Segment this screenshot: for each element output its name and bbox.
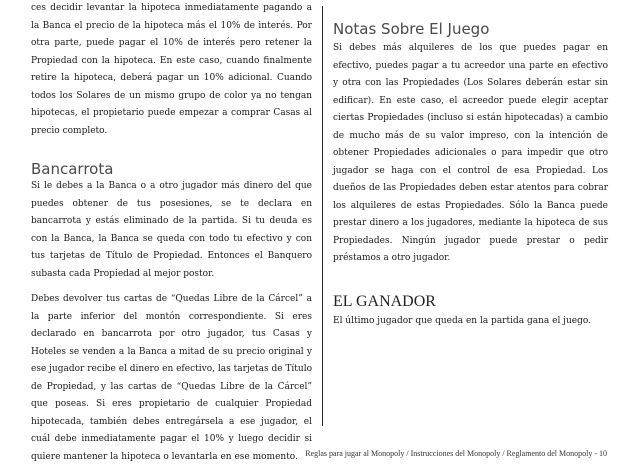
page-footer: Reglas para jugar al Monopoly / Instrucciones del Monopoly / Reglamento del Monopoly - 10 [305,449,607,458]
bancarrota-paragraph-1: Si le debes a la Banca o a otro jugador más dinero del que puedes obtener de tus posesiones, se te declara en bancarrota y estás eliminado de la partida. Si tu deuda es con la Banca, la Banca se queda con todo tu efectivo y con tus tarjetas de Título de Propiedad. Entonces el Banquero subasta cada Propiedad al mejor postor. [31,181,312,279]
notas-heading: Notas Sobre El Juego [333,20,490,38]
bancarrota-heading: Bancarrota [31,160,114,178]
bancarrota-paragraph-2: Debes devolver tus cartas de “Quedas Libre de la Cárcel” a la parte inferior del montón correspondiente. Si eres declarado en bancarrota por otro jugador, tus Casas y Hoteles se venden a la Banca a mitad de su precio original y ese jugador recibe el dinero en efectivo, las tarjetas de Título de Propiedad, y las cartas de “Quedas Libre de la Cárcel” que poseas. Si eres propietario de cualquier Propiedad hipotecada, también debes entregársela a ese jugador, el cuál debe inmediatamente pagar el 10% y luego decidir si quiere mantener la hipoteca o levantarla en ese momento. [31,294,312,462]
column-divider [322,6,323,426]
ganador-heading: EL GANADOR [333,292,436,310]
paragraph-gap [31,283,312,291]
intro-paragraph: ces decidir levantar la hipoteca inmediatamente pagando a la Banca el precio de la hipoteca más el 10% de interés. Por otra parte, puede pagar el 10% de interés pero retener la Propiedad con la hipoteca. En este caso, cuando finalmente retire la hipoteca, deberá pagar un 10% adicional. Cuando todos los Solares de un mismo grupo de color ya no tengan hipotecas, el propietario puede empezar a comprar Casas al precio completo. [31,3,312,136]
right-column [333,0,608,330]
ganador-paragraph: El último jugador que queda en la partida gana el juego. [333,315,591,326]
notas-paragraph: Si debes más alquileres de los que puedes pagar en efectivo, puedes pagar a tu acreedor una parte en efectivo y otra con las Propiedades (Los Solares deberán estar sin edificar). En este caso, el acreedor puede elegir aceptar ciertas Propiedades (incluso si están hipotecadas) a cambio de mucho más de su valor impreso, con la intención de obtener Propiedades adicionales o para impedir que otro jugador se haga con el control de esa Propiedad. Los dueños de las Propiedades deben estar atentos para cobrar los alquileres de estas Propiedades. Sólo la Banca puede prestar dinero a los jugadores, mediante la hipoteca de sus Propiedades. Ningún jugador puede prestar o pedir préstamos a otro jugador. [333,43,608,263]
left-column [31,0,312,466]
